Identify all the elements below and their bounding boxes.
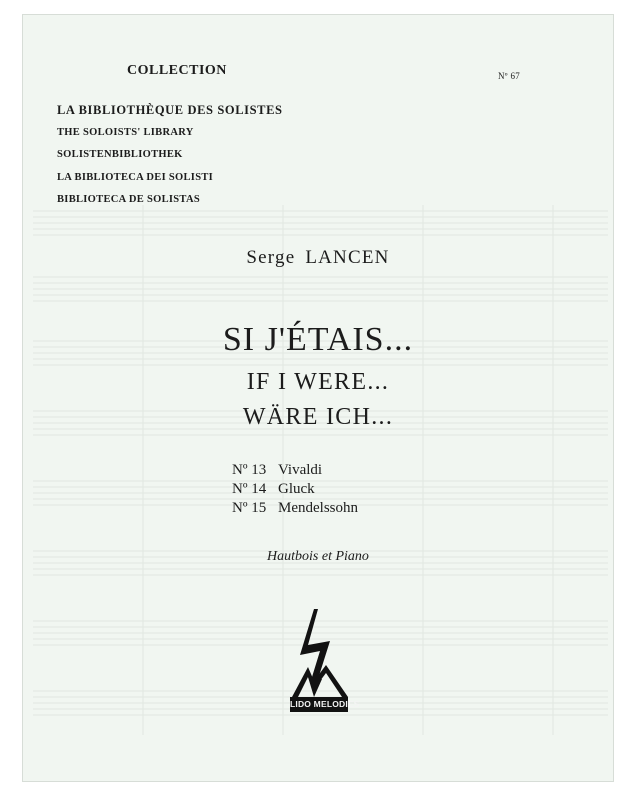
score-cover-page <box>22 14 614 782</box>
collection-heading: COLLECTION <box>127 63 227 78</box>
publisher-name: LIDO MELODIES <box>290 697 348 712</box>
instrumentation: Hautbois et Piano <box>267 549 369 564</box>
composer-name <box>23 247 613 269</box>
series-name-german: SOLISTENBIBLIOTHEK <box>57 149 183 160</box>
piece-number: Nº 13 <box>232 462 267 478</box>
piece-name: Vivaldi <box>278 462 323 478</box>
series-name-spanish: BIBLIOTECA DE SOLISTAS <box>57 194 200 205</box>
series-names <box>57 99 283 212</box>
piece-item <box>232 461 358 480</box>
piece-name: Mendelssohn <box>278 500 358 516</box>
piece-number: Nº 15 <box>232 500 267 516</box>
series-name-english: THE SOLOISTS' LIBRARY <box>57 126 194 138</box>
lightning-bolt-logo-icon <box>270 607 370 699</box>
title-english: IF I WERE... <box>246 369 390 395</box>
title-french: SI J'ÉTAIS... <box>222 321 414 358</box>
publisher-logo <box>270 607 370 719</box>
composer-first-name: Serge <box>246 247 296 268</box>
series-name-french: LA BIBLIOTHÈQUE DES SOLISTES <box>57 103 283 117</box>
title-german: WÄRE ICH... <box>242 404 394 430</box>
composer-last-name: LANCEN <box>305 247 390 268</box>
piece-name: Gluck <box>278 481 315 497</box>
series-name-italian: LA BIBLIOTECA DEI SOLISTI <box>57 171 214 183</box>
piece-item <box>232 499 358 518</box>
catalog-number: Nº 67 <box>498 71 521 81</box>
piece-number: Nº 14 <box>232 481 267 497</box>
piece-item <box>232 480 358 499</box>
piece-list <box>232 461 358 518</box>
